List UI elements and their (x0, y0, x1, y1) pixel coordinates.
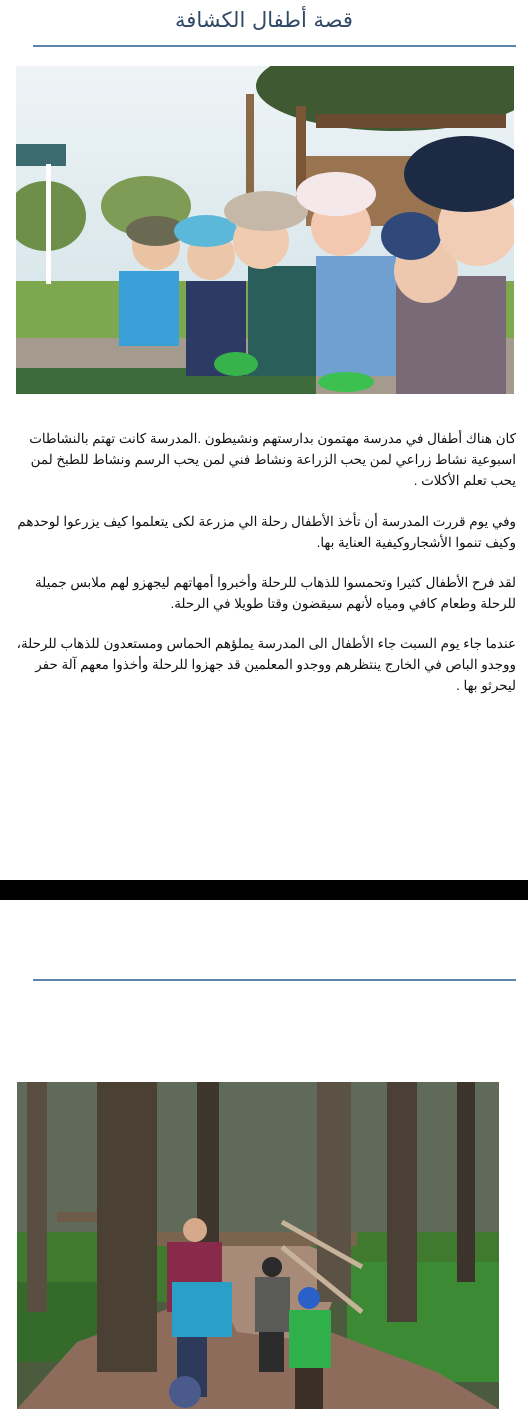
title-rule (33, 45, 516, 47)
page-rule (33, 979, 516, 981)
story-paragraph-2: وفي يوم قررت المدرسة أن تأخذ الأطفال رحلة الي مزرعة لكى يتعلموا كيف يزرعوا لوحدهم وكيف تنموا الأشجاروكيفية العناية بها. (17, 514, 516, 550)
story-paragraph-3: لقد فرح الأطفال كثيرا وتحمسوا للذهاب للرحلة وأخبروا أمهاتهم ليجهزو لهم ملابس جميلة للرحلة وطعام كافي ومياه لأنهم سيقضون وقتا طويلا في الرحلة. (35, 575, 516, 611)
page-separator (0, 880, 528, 900)
story-title: قصة أطفال الكشافة (175, 8, 353, 32)
story-paragraph-4: عندما جاء يوم السبت جاء الأطفال الى المدرسة يملؤهم الحماس ومستعدون للذهاب للرحلة، ووجدو الباص في الخارج ينتظرهم ووجدو المعلمين قد جهزوا للرحلة وأخذوا معهم آلة حفر ليحرثو بها . (16, 636, 516, 693)
forest-boardwalk-photo (17, 1082, 499, 1409)
story-paragraph-1: كان هناك أطفال في مدرسة مهتمون بدارستهم ونشيطون .المدرسة كانت تهتم بالنشاطات اسبوعية نشاط زراعي لمن يحب الزراعة ونشاط فني لمن يحب الرسم ونشاط للطبخ لمن يحب تعلم الأكلات . (29, 431, 516, 488)
children-in-hats-photo (16, 66, 514, 394)
